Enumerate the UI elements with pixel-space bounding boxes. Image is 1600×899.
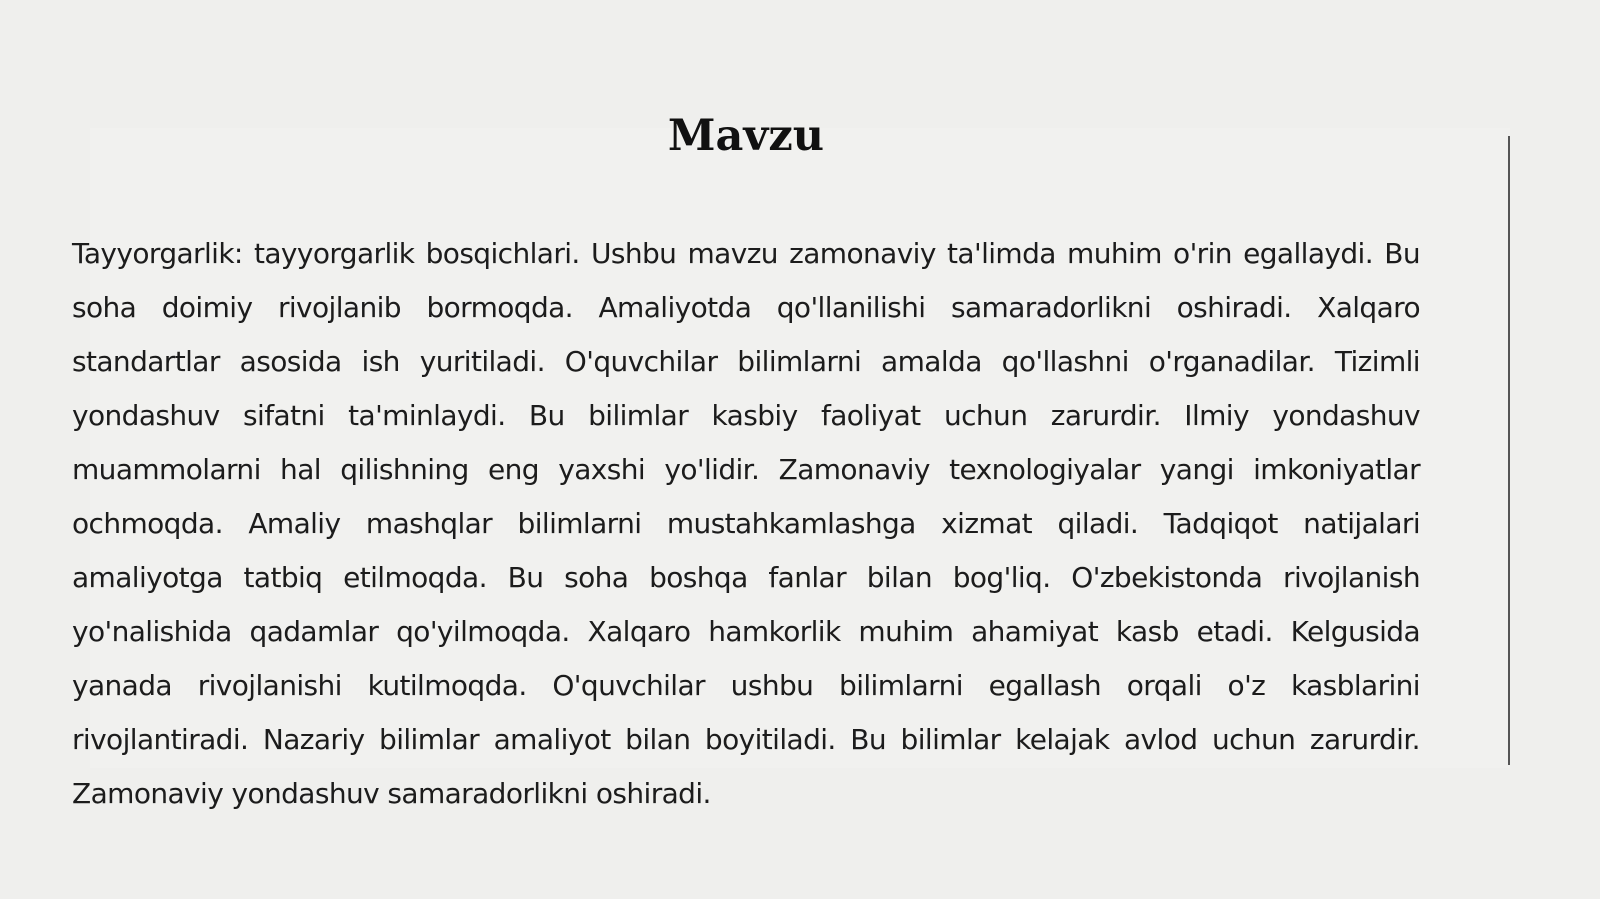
slide-title: Mavzu — [667, 111, 825, 161]
slide-body-text: Tayyorgarlik: tayyorgarlik bosqichlari. Ushbu mavzu zamonaviy ta'limda muhim o'rin egallaydi. Bu soha doimiy rivojlanib bormoqda. Amaliyotda qo'llanilishi samaradorlikni oshiradi. Xalqaro standartlar asosida ish yuritiladi. O'quvchilar bilimlarni amalda qo'llashni o'rganadilar. Tizimli yondashuv sifatni ta'minlaydi. Bu bilimlar kasbiy faoliyat uchun zarurdir. Ilmiy yondashuv muammolarni hal qilishning eng yaxshi yo'lidir. Zamonaviy texnologiyalar yangi imkoniyatlar ochmoqda. Amaliy mashqlar bilimlarni mustahkamlashga xizmat qiladi. Tadqiqot natijalari amaliyotga tatbiq etilmoqda. Bu soha boshqa fanlar bilan bog'liq. O'zbekistonda rivojlanish yo'nalishida qadamlar qo'yilmoqda. Xalqaro hamkorlik muhim ahamiyat kasb etadi. Kelgusida yanada rivojlanishi kutilmoqda. O'quvchilar ushbu bilimlarni egallash orqali o'z kasblarini rivojlantiradi. Nazariy bilimlar amaliyot bilan boyitiladi. Bu bilimlar kelajak avlod uchun zarurdir. Zamonaviy yondashuv samaradorlikni oshiradi. — [72, 237, 1420, 810]
vertical-divider — [1508, 136, 1510, 765]
